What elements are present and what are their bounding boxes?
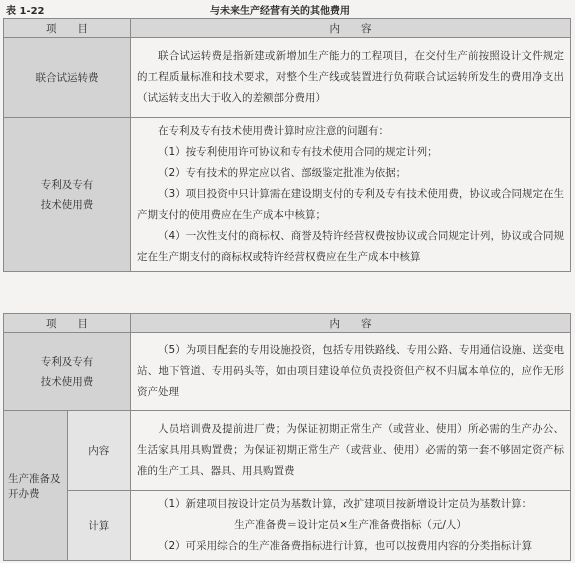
- header-item: 项 目: [4, 19, 131, 38]
- table-row: [4, 118, 571, 272]
- row-content: （5）为项目配套的专用设施投资，包括专用铁路线、专用公路、专用通信设施、送变电站、地下管道、专用码头等，如由项目建设单位负责投资但产权不归属本单位的，应作无形资产处理: [131, 333, 571, 411]
- expense-table-part2: [3, 313, 571, 561]
- table-number: 表 1-22: [6, 6, 45, 17]
- table-row: [4, 38, 571, 118]
- row-content: 人员培训费及提前进厂费；为保证初期正常生产（或营业、使用）所必需的生产办公、生活家具用具购置费；为保证初期正常生产（或营业、使用）必需的第一套不够固定资产标准的生产工具、器具、用具购置费: [131, 411, 571, 491]
- table-header-row: [4, 314, 571, 333]
- table-row: [4, 491, 571, 561]
- row-content: 联合试运转费是指新建或新增加生产能力的工程项目，在交付生产前按照设计文件规定的工程质量标准和技术要求，对整个生产线或装置进行负荷联合试运转所发生的费用净支出（试运转支出大于收入的差额部分费用）: [131, 38, 571, 118]
- header-content: 内 容: [131, 19, 571, 38]
- table-header-row: [4, 19, 571, 38]
- row-label: 专利及专有 技术使用费: [4, 333, 131, 411]
- header-content: 内 容: [131, 314, 571, 333]
- row-label: 联合试运转费: [4, 38, 131, 118]
- row-content: 在专利及专有技术使用费计算时应注意的问题有： （1）按专利使用许可协议和专有技术使用合同的规定计列； （2）专有技术的界定应以省、部级鉴定批准为依据； （3）项目投资中只计算需在建设期支付的专利及专有技术使用费，协议或合同规定在生产期支付的使用费应在生产成本中核算； （4）一次性支付的商标权、商誉及特许经营权费按协议或合同规定计列，协议或合同规定在生产期支付的商标权或特许经营权费应在生产成本中核算: [131, 118, 571, 272]
- table-row: [4, 333, 571, 411]
- table-row: [4, 411, 571, 491]
- sub-label-content: 内容: [67, 411, 131, 491]
- header-item: 项 目: [4, 314, 131, 333]
- sub-label-calc: 计算: [67, 491, 131, 561]
- table-title: 与未来生产经营有关的其他费用: [210, 6, 350, 17]
- row-label: 生产准备及 开办费: [4, 411, 68, 561]
- expense-table-part1: [3, 18, 571, 272]
- row-content: （1）新建项目按设计定员为基数计算，改扩建项目按新增设计定员为基数计算： 生产准备费＝设计定员×生产准备费指标（元/人） （2）可采用综合的生产准备费指标进行计算，也可以按费用内容的分类指标计算: [131, 491, 571, 561]
- row-label: 专利及专有 技术使用费: [4, 118, 131, 272]
